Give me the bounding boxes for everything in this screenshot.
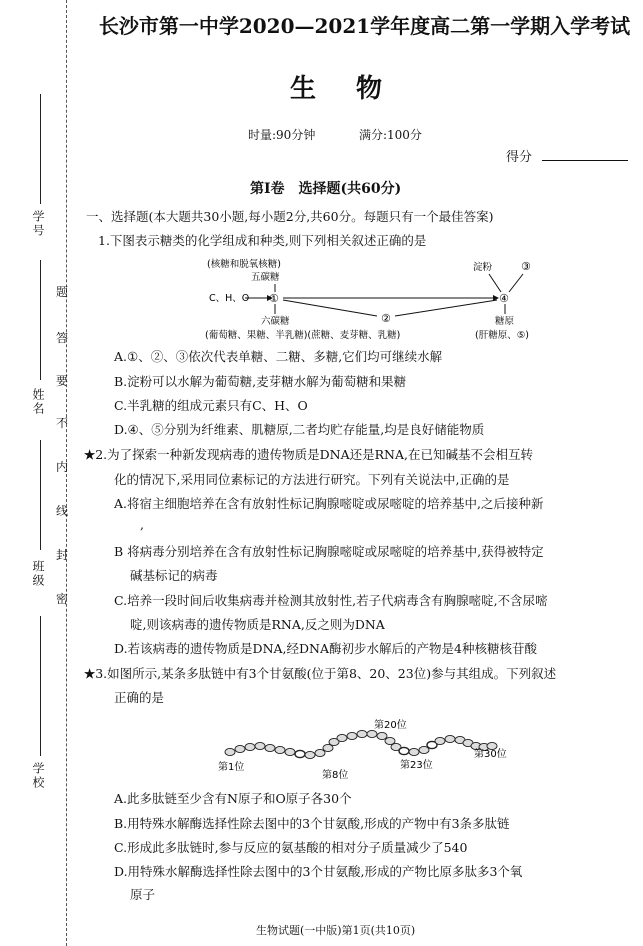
score-label: 得分 [506, 150, 533, 165]
position-label-1: 第1位 [218, 762, 245, 773]
school-label: 学校 [31, 762, 45, 790]
warning-char: 密 [56, 592, 69, 606]
amino-acid-residue [315, 749, 325, 756]
q3-option-b: B.用特殊水解酶选择性除去图中的3个甘氨酸,形成的产物中有3条多肽链 [114, 816, 510, 831]
id-label: 学号 [31, 210, 45, 238]
id-underline [40, 94, 41, 204]
warning-char: 内 [56, 460, 69, 474]
amino-acid-residue [225, 748, 235, 755]
school-underline [40, 616, 41, 756]
q3-stem-line1 [84, 665, 556, 683]
q2-stem-text: 2.为了探索一种新发现病毒的遗传物质是DNA还是RNA,在已知碱基不会相互转 [95, 447, 533, 462]
glycine-residue [399, 747, 409, 754]
diagram-label: 淀粉 [473, 262, 493, 273]
position-label-23: 第23位 [400, 760, 433, 771]
amino-acid-residue [285, 748, 295, 755]
q1-stem: 1.下图表示糖类的化学组成和种类,则下列相关叙述正确的是 [98, 233, 427, 248]
diagram-label: 六碳糖 [261, 316, 290, 327]
q3-polypeptide-diagram [218, 712, 528, 782]
amino-acid-chain [225, 730, 497, 758]
subject-title: 生物 [290, 74, 423, 104]
q2-option-a-cont: , [140, 517, 144, 532]
amino-acid-residue [235, 745, 245, 752]
part-title: 第Ⅰ卷 选择题(共60分) [250, 181, 402, 197]
amino-acid-residue [409, 748, 419, 755]
class-label: 班级 [31, 560, 45, 588]
exam-meta [248, 126, 422, 143]
q2-stem-line2: 化的情况下,采用同位素标记的方法进行研究。下列有关说法中,正确的是 [114, 472, 510, 487]
diagram-node: ③ [521, 260, 531, 273]
warning-char: 要 [56, 374, 69, 388]
q3-star-mark: ★ [84, 666, 96, 681]
q2-option-b: B 将病毒分别培养在含有放射性标记胸腺嘧啶或尿嘧啶的培养基中,获得被特定 [114, 544, 544, 559]
q2-option-b-cont: 碱基标记的病毒 [130, 568, 218, 583]
amino-acid-residue [255, 742, 265, 749]
warning-char: 线 [56, 504, 69, 518]
amino-acid-residue [445, 735, 455, 742]
diagram-node: ④ [499, 292, 509, 305]
amino-acid-residue [245, 743, 255, 750]
warning-char: 不 [56, 416, 69, 430]
q3-option-a: A.此多肽链至少含有N原子和O原子各30个 [114, 791, 352, 806]
diagram-node: ② [381, 312, 391, 325]
name-underline [40, 260, 41, 380]
diagram-arrow [283, 300, 377, 316]
q3-option-d-cont: 原子 [130, 887, 156, 902]
q3-stem-text: 3.如图所示,某条多肽链中有3个甘氨酸(位于第8、20、23位)参与其组成。下列叙述 [95, 666, 557, 681]
q1-option-c: C.半乳糖的组成元素只有C、H、O [114, 398, 308, 413]
diagram-label: 五碳糖 [251, 272, 280, 283]
diagram-label: (葡萄糖、果糖、半乳糖)(蔗糖、麦芽糖、乳糖) [205, 330, 401, 340]
amino-acid-residue [275, 746, 285, 753]
full-score-text: 满分:100分 [358, 128, 422, 142]
amino-acid-residue [347, 732, 357, 739]
diagram-label: 糖原 [495, 316, 515, 327]
amino-acid-residue [305, 751, 315, 758]
score-field[interactable] [542, 160, 628, 161]
q1-sugar-diagram [205, 254, 550, 340]
q1-option-b: B.淀粉可以水解为葡萄糖,麦芽糖水解为葡萄糖和果糖 [114, 374, 407, 389]
diagram-label: (核糖和脱氧核糖) [207, 259, 281, 270]
q2-option-d: D.若该病毒的遗传物质是DNA,经DNA酶初步水解后的产物是4种核糖核苷酸 [114, 641, 537, 656]
amino-acid-residue [367, 730, 377, 737]
diagram-arrow [395, 300, 497, 316]
q3-option-c: C.形成此多肽链时,参与反应的氨基酸的相对分子质量减少了540 [114, 840, 468, 855]
warning-char: 题 [56, 285, 69, 299]
warning-char: 答 [56, 331, 69, 345]
class-underline [40, 440, 41, 550]
position-label-20: 第20位 [374, 720, 407, 731]
q2-star-mark: ★ [84, 447, 96, 462]
amino-acid-residue [357, 730, 367, 737]
amino-acid-residue [435, 737, 445, 744]
q1-option-a: A.①、②、③依次代表单糖、二糖、多糖,它们均可继续水解 [114, 349, 443, 364]
diagram-label: C、H、O [209, 293, 250, 304]
section-instruction: 一、选择题(本大题共30小题,每小题2分,共60分。每题只有一个最佳答案) [86, 209, 494, 224]
q1-option-d: D.④、⑤分别为纤维素、肌糖原,二者均贮存能量,均是良好储能物质 [114, 422, 485, 437]
position-label-30: 第30位 [474, 749, 507, 760]
q2-option-c-cont: 啶,则该病毒的遗传物质是RNA,反之则为DNA [130, 617, 385, 632]
warning-char: 封 [56, 548, 69, 562]
diagram-arrow [489, 274, 501, 292]
q3-option-d: D.用特殊水解酶选择性除去图中的3个甘氨酸,形成的产物比原多肽多3个氧 [114, 864, 523, 879]
amino-acid-residue [265, 744, 275, 751]
position-label-8: 第8位 [322, 770, 349, 781]
q2-stem-line1 [84, 446, 533, 464]
diagram-node: ① [269, 292, 279, 305]
time-text: 时量:90分钟 [248, 128, 316, 142]
amino-acid-residue [337, 734, 347, 741]
glycine-residue [295, 750, 305, 757]
diagram-arrow [509, 274, 523, 292]
name-label: 姓名 [31, 388, 45, 416]
amino-acid-residue [377, 732, 387, 739]
diagram-label: (肝糖原、⑤) [475, 330, 529, 340]
exam-title: 长沙市第一中学2020—2021学年度高二第一学期入学考试 [98, 14, 631, 38]
q2-option-a: A.将宿主细胞培养在含有放射性标记胸腺嘧啶或尿嘧啶的培养基中,之后接种新 [114, 496, 544, 511]
q2-option-c: C.培养一段时间后收集病毒并检测其放射性,若子代病毒含有胸腺嘧啶,不含尿嘧 [114, 593, 548, 608]
page-footer: 生物试题(一中版)第1页(共10页) [256, 924, 416, 937]
q3-stem-line2: 正确的是 [114, 690, 165, 705]
